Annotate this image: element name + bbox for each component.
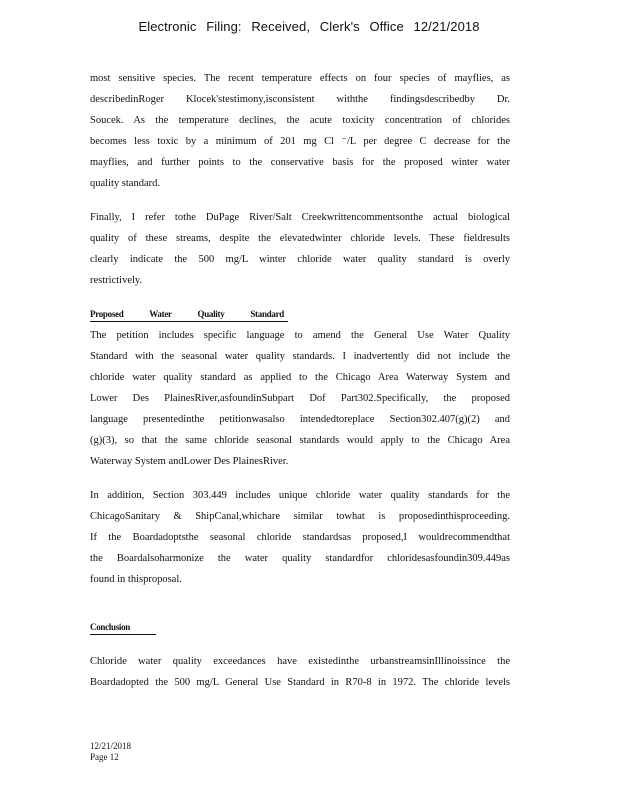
text-line: mayflies, and further points to the conservative basis for the proposed winter water (90, 157, 510, 168)
text-line: Lower Des PlainesRiver,asfoundinSubpart Dof Part302.Specifically, the proposed (90, 393, 510, 404)
page-footer (90, 741, 131, 763)
text-line: If the Boardadoptsthe seasonal chloride standardsas proposed,I wouldrecommendthat (90, 532, 510, 543)
paragraph-petition-language (90, 325, 510, 472)
section-heading-text: Proposed Water Quality Standard (90, 308, 288, 322)
paragraph-gap (90, 472, 510, 485)
paragraph-section-303-449 (90, 485, 510, 590)
text-line: chloride water quality standard as applied to the Chicago Area Waterway System and (90, 372, 510, 383)
document-body (90, 68, 510, 693)
text-line: most sensitive species. The recent temperature effects on four species of mayflies, as (90, 73, 510, 84)
text-line: Chloride water quality exceedances have existedinthe urbanstreamsinIllinoissince the (90, 656, 510, 667)
text-line: quality standard. (90, 178, 160, 189)
text-line: the Boardalsoharmonize the water quality standardfor chloridesasfoundin309.449as (90, 553, 510, 564)
text-line: The petition includes specific language to amend the General Use Water Quality (90, 330, 510, 341)
text-line: restrictively. (90, 275, 143, 286)
paragraph-dupage-comments (90, 207, 510, 291)
paragraph-gap (90, 638, 510, 651)
paragraph-gap (90, 194, 510, 207)
text-line: Finally, I refer tothe DuPage River/Salt Creekwrittencommentsonthe actual biological (90, 212, 510, 223)
text-line: clearly indicate the 500 mg/L winter chloride water quality standard is overly (90, 254, 510, 265)
text-line: Waterway System andLower Des PlainesRiver. (90, 456, 289, 467)
paragraph-gap (90, 291, 510, 304)
paragraph-temperature-effects (90, 68, 510, 194)
text-line: ChicagoSanitary & ShipCanal,whichare similar towhat is proposedinthisproceeding. (90, 511, 510, 522)
section-gap (90, 590, 510, 617)
text-line: Standard with the seasonal water quality standards. I inadvertently did not include the (90, 351, 510, 362)
section-heading-conclusion (90, 617, 510, 638)
footer-date: 12/21/2018 (90, 741, 132, 751)
text-line: Soucek. As the temperature declines, the acute toxicity concentration of chlorides (90, 115, 510, 126)
text-line: In addition, Section 303.449 includes unique chloride water quality standards for the (90, 490, 510, 501)
text-line: (g)(3), so that the same chloride seasonal standards would apply to the Chicago Area (90, 435, 510, 446)
clerk-filing-header: Electronic Filing: Received, Clerk's Office 12/21/2018 (138, 19, 480, 34)
paragraph-conclusion (90, 651, 510, 693)
text-line: describedinRoger Klocek'stestimony,isconsistent withthe findingsdescribedby Dr. (90, 94, 510, 105)
text-line: becomes less toxic by a minimum of 201 mg Cl ⁻/L per degree C decrease for the (90, 136, 510, 147)
text-line: found in thisproposal. (90, 574, 182, 585)
section-heading-proposed-standard (90, 304, 510, 325)
text-line: quality of these streams, despite the elevatedwinter chloride levels. These fieldresults (90, 233, 510, 244)
footer-page-number: Page 12 (90, 752, 119, 762)
section-heading-text: Conclusion (90, 621, 156, 635)
text-line: Boardadopted the 500 mg/L General Use Standard in R70-8 in 1972. The chloride levels (90, 677, 510, 688)
text-line: language presentedinthe petitionwasalso intendedtoreplace Section302.407(g)(2) and (90, 414, 510, 425)
